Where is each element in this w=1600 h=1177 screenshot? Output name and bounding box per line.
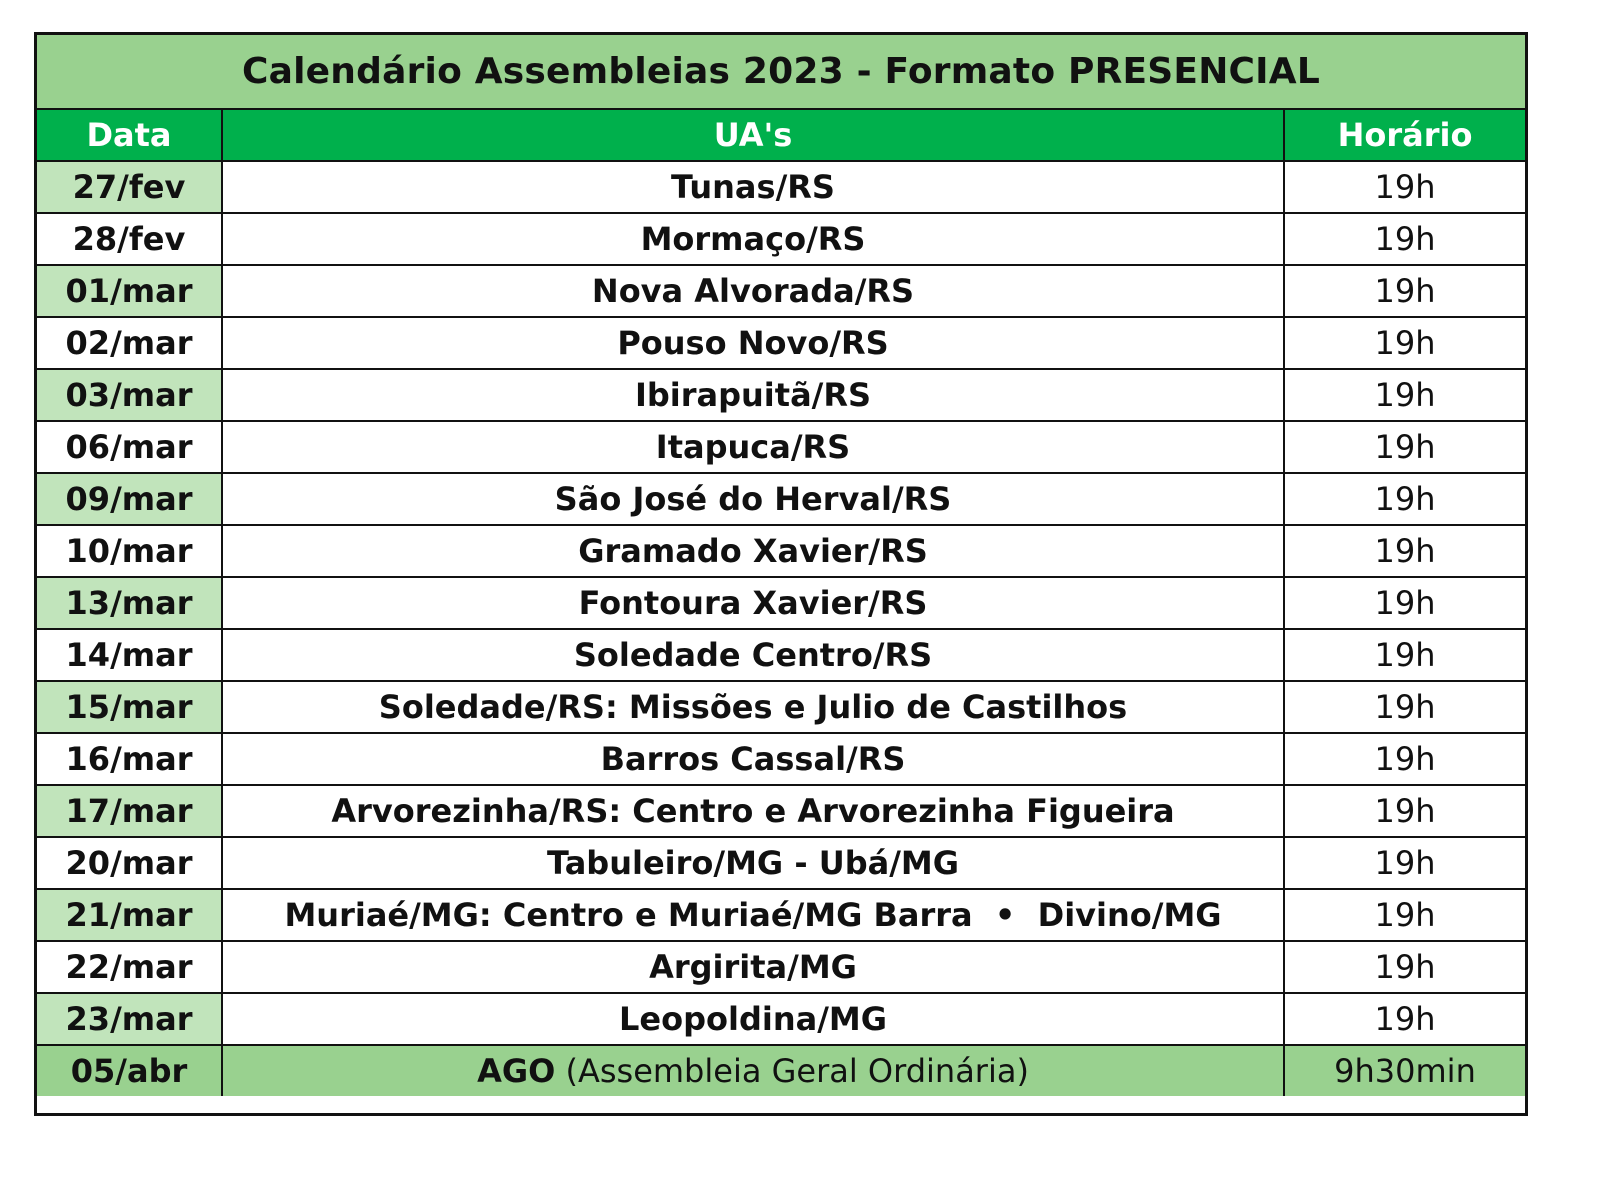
- row-date: 09/mar: [37, 473, 222, 525]
- row-date: 01/mar: [37, 265, 222, 317]
- assembly-calendar: [34, 32, 1528, 1116]
- header-row: [37, 110, 1525, 161]
- row-date: 06/mar: [37, 421, 222, 473]
- row-hour: 19h: [1284, 629, 1525, 681]
- row-date: 23/mar: [37, 993, 222, 1045]
- row-date: 27/fev: [37, 161, 222, 213]
- row-ua: Fontoura Xavier/RS: [222, 577, 1284, 629]
- row-hour: 19h: [1284, 317, 1525, 369]
- row-ua: Tabuleiro/MG - Ubá/MG: [222, 837, 1284, 889]
- ago-label: AGO: [477, 1052, 556, 1090]
- row-ua: Itapuca/RS: [222, 421, 1284, 473]
- row-ua: Argirita/MG: [222, 941, 1284, 993]
- row-date: 15/mar: [37, 681, 222, 733]
- header-date: Data: [37, 110, 222, 161]
- table-row: [37, 265, 1525, 317]
- row-ua: São José do Herval/RS: [222, 473, 1284, 525]
- row-hour: 19h: [1284, 837, 1525, 889]
- table-row: [37, 421, 1525, 473]
- row-ua: Soledade/RS: Missões e Julio de Castilhos: [222, 681, 1284, 733]
- row-ua: Barros Cassal/RS: [222, 733, 1284, 785]
- table-row: [37, 161, 1525, 213]
- table-row: [37, 213, 1525, 265]
- table-row: [37, 577, 1525, 629]
- row-hour: 19h: [1284, 265, 1525, 317]
- row-date: 13/mar: [37, 577, 222, 629]
- table-row: [37, 837, 1525, 889]
- calendar-title: Calendário Assembleias 2023 - Formato PRESENCIAL: [37, 35, 1525, 110]
- row-ua: Tunas/RS: [222, 161, 1284, 213]
- row-ua: Arvorezinha/RS: Centro e Arvorezinha Figueira: [222, 785, 1284, 837]
- table-row: [37, 369, 1525, 421]
- header-ua: UA's: [222, 110, 1284, 161]
- row-hour: 19h: [1284, 993, 1525, 1045]
- table-row: [37, 473, 1525, 525]
- table-row: [37, 733, 1525, 785]
- row-ua: Soledade Centro/RS: [222, 629, 1284, 681]
- row-ua: [222, 1045, 1284, 1096]
- row-hour: 19h: [1284, 213, 1525, 265]
- row-date: 17/mar: [37, 785, 222, 837]
- table-row-ago: [37, 1045, 1525, 1096]
- row-hour: 9h30min: [1284, 1045, 1525, 1096]
- row-ua: Leopoldina/MG: [222, 993, 1284, 1045]
- row-date: 21/mar: [37, 889, 222, 941]
- row-hour: 19h: [1284, 733, 1525, 785]
- table-row: [37, 681, 1525, 733]
- ago-description: (Assembleia Geral Ordinária): [555, 1052, 1029, 1090]
- row-date: 03/mar: [37, 369, 222, 421]
- row-hour: 19h: [1284, 525, 1525, 577]
- table-row: [37, 525, 1525, 577]
- row-hour: 19h: [1284, 161, 1525, 213]
- row-date: 02/mar: [37, 317, 222, 369]
- row-hour: 19h: [1284, 941, 1525, 993]
- row-hour: 19h: [1284, 473, 1525, 525]
- row-ua: Ibirapuitã/RS: [222, 369, 1284, 421]
- row-ua: Nova Alvorada/RS: [222, 265, 1284, 317]
- row-date: 16/mar: [37, 733, 222, 785]
- row-hour: 19h: [1284, 889, 1525, 941]
- row-hour: 19h: [1284, 577, 1525, 629]
- row-date: 05/abr: [37, 1045, 222, 1096]
- table-row: [37, 785, 1525, 837]
- row-ua: Pouso Novo/RS: [222, 317, 1284, 369]
- row-hour: 19h: [1284, 785, 1525, 837]
- table-row: [37, 941, 1525, 993]
- row-hour: 19h: [1284, 681, 1525, 733]
- row-hour: 19h: [1284, 369, 1525, 421]
- row-ua: Muriaé/MG: Centro e Muriaé/MG Barra • Divino/MG: [222, 889, 1284, 941]
- table-row: [37, 629, 1525, 681]
- row-date: 10/mar: [37, 525, 222, 577]
- header-hour: Horário: [1284, 110, 1525, 161]
- row-ua: Mormaço/RS: [222, 213, 1284, 265]
- schedule-table: [37, 110, 1525, 1096]
- table-row: [37, 317, 1525, 369]
- schedule-rows: [37, 161, 1525, 1096]
- table-row: [37, 889, 1525, 941]
- row-date: 28/fev: [37, 213, 222, 265]
- table-row: [37, 993, 1525, 1045]
- row-hour: 19h: [1284, 421, 1525, 473]
- row-date: 20/mar: [37, 837, 222, 889]
- row-ua: Gramado Xavier/RS: [222, 525, 1284, 577]
- row-date: 14/mar: [37, 629, 222, 681]
- row-date: 22/mar: [37, 941, 222, 993]
